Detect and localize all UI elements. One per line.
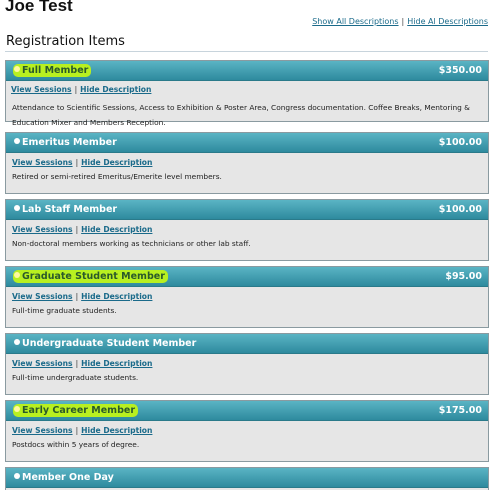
item-name: Full Member [22, 65, 89, 76]
view-sessions-link[interactable]: View Sessions [12, 158, 73, 167]
registration-item-header[interactable] [6, 267, 488, 287]
view-sessions-link[interactable]: View Sessions [12, 426, 73, 435]
hide-all-descriptions-link[interactable]: Hide Al Descriptions [407, 17, 488, 26]
hide-description-link[interactable]: Hide Description [81, 225, 153, 234]
hide-description-link[interactable]: Hide Description [81, 426, 153, 435]
registration-item [5, 60, 489, 127]
view-sessions-link[interactable]: View Sessions [12, 225, 73, 234]
item-name-highlight [13, 270, 168, 283]
item-name-highlight [13, 64, 91, 77]
section-title: Registration Items [6, 34, 125, 49]
item-price: $100.00 [438, 204, 482, 215]
registration-item-header[interactable] [6, 200, 488, 220]
bullet-icon [14, 138, 20, 144]
bullet-icon [14, 406, 20, 412]
item-description: Postdocs within 5 years of degree. [12, 440, 140, 449]
view-sessions-link[interactable]: View Sessions [11, 85, 72, 94]
item-name: Graduate Student Member [22, 271, 165, 282]
item-price: $175.00 [438, 405, 482, 416]
item-description: Retired or semi-retired Emeritus/Emerite level members. [12, 172, 222, 181]
item-price: $95.00 [445, 271, 482, 282]
item-name: Emeritus Member [22, 137, 117, 148]
registration-item-header[interactable] [6, 133, 488, 153]
item-name: Member One Day [22, 472, 114, 483]
item-name-label [13, 337, 199, 350]
item-description: Full-time undergraduate students. [12, 373, 139, 382]
registration-items-list [5, 60, 489, 490]
item-name-highlight [13, 404, 138, 417]
registration-item-header[interactable] [6, 468, 488, 488]
bullet-icon [14, 205, 20, 211]
separator: | [75, 225, 79, 234]
bullet-icon [14, 66, 20, 72]
registration-item [5, 266, 489, 328]
registration-item [5, 400, 489, 462]
hide-description-link[interactable]: Hide Description [81, 292, 153, 301]
hide-description-link[interactable]: Hide Description [81, 158, 153, 167]
separator: | [75, 158, 79, 167]
item-description: Non-doctoral members working as technicians or other lab staff. [12, 239, 251, 248]
item-name-label [13, 471, 117, 484]
section-divider [5, 51, 488, 52]
separator: | [75, 426, 79, 435]
registration-item [5, 132, 489, 194]
item-name-label [13, 203, 120, 216]
item-name: Early Career Member [22, 405, 136, 416]
hide-description-link[interactable]: Hide Description [80, 85, 152, 94]
registration-item-header[interactable] [6, 334, 488, 354]
item-price: $350.00 [438, 65, 482, 76]
description-toggle-links [312, 17, 488, 26]
item-price: $100.00 [438, 137, 482, 148]
view-sessions-link[interactable]: View Sessions [12, 292, 73, 301]
separator: | [75, 359, 79, 368]
registration-item [5, 467, 489, 490]
separator: | [401, 17, 405, 26]
registration-item [5, 199, 489, 261]
bullet-icon [14, 339, 20, 345]
hide-description-link[interactable]: Hide Description [81, 359, 153, 368]
user-name: Joe Test [5, 0, 73, 15]
item-description: Full-time graduate students. [12, 306, 117, 315]
show-all-descriptions-link[interactable]: Show All Descriptions [312, 17, 399, 26]
registration-item-header[interactable] [6, 61, 488, 81]
item-description: Attendance to Scientific Sessions, Access to Exhibition & Poster Area, Congress documentation. Coffee Breaks, Mentoring & Education Mixer and Members Reception. [12, 103, 470, 127]
bullet-icon [14, 473, 20, 479]
item-name-label [13, 136, 120, 149]
registration-item-header[interactable] [6, 401, 488, 421]
separator: | [74, 85, 78, 94]
view-sessions-link[interactable]: View Sessions [12, 359, 73, 368]
bullet-icon [14, 272, 20, 278]
separator: | [75, 292, 79, 301]
item-name: Lab Staff Member [22, 204, 118, 215]
item-name: Undergraduate Student Member [22, 338, 197, 349]
registration-item [5, 333, 489, 395]
